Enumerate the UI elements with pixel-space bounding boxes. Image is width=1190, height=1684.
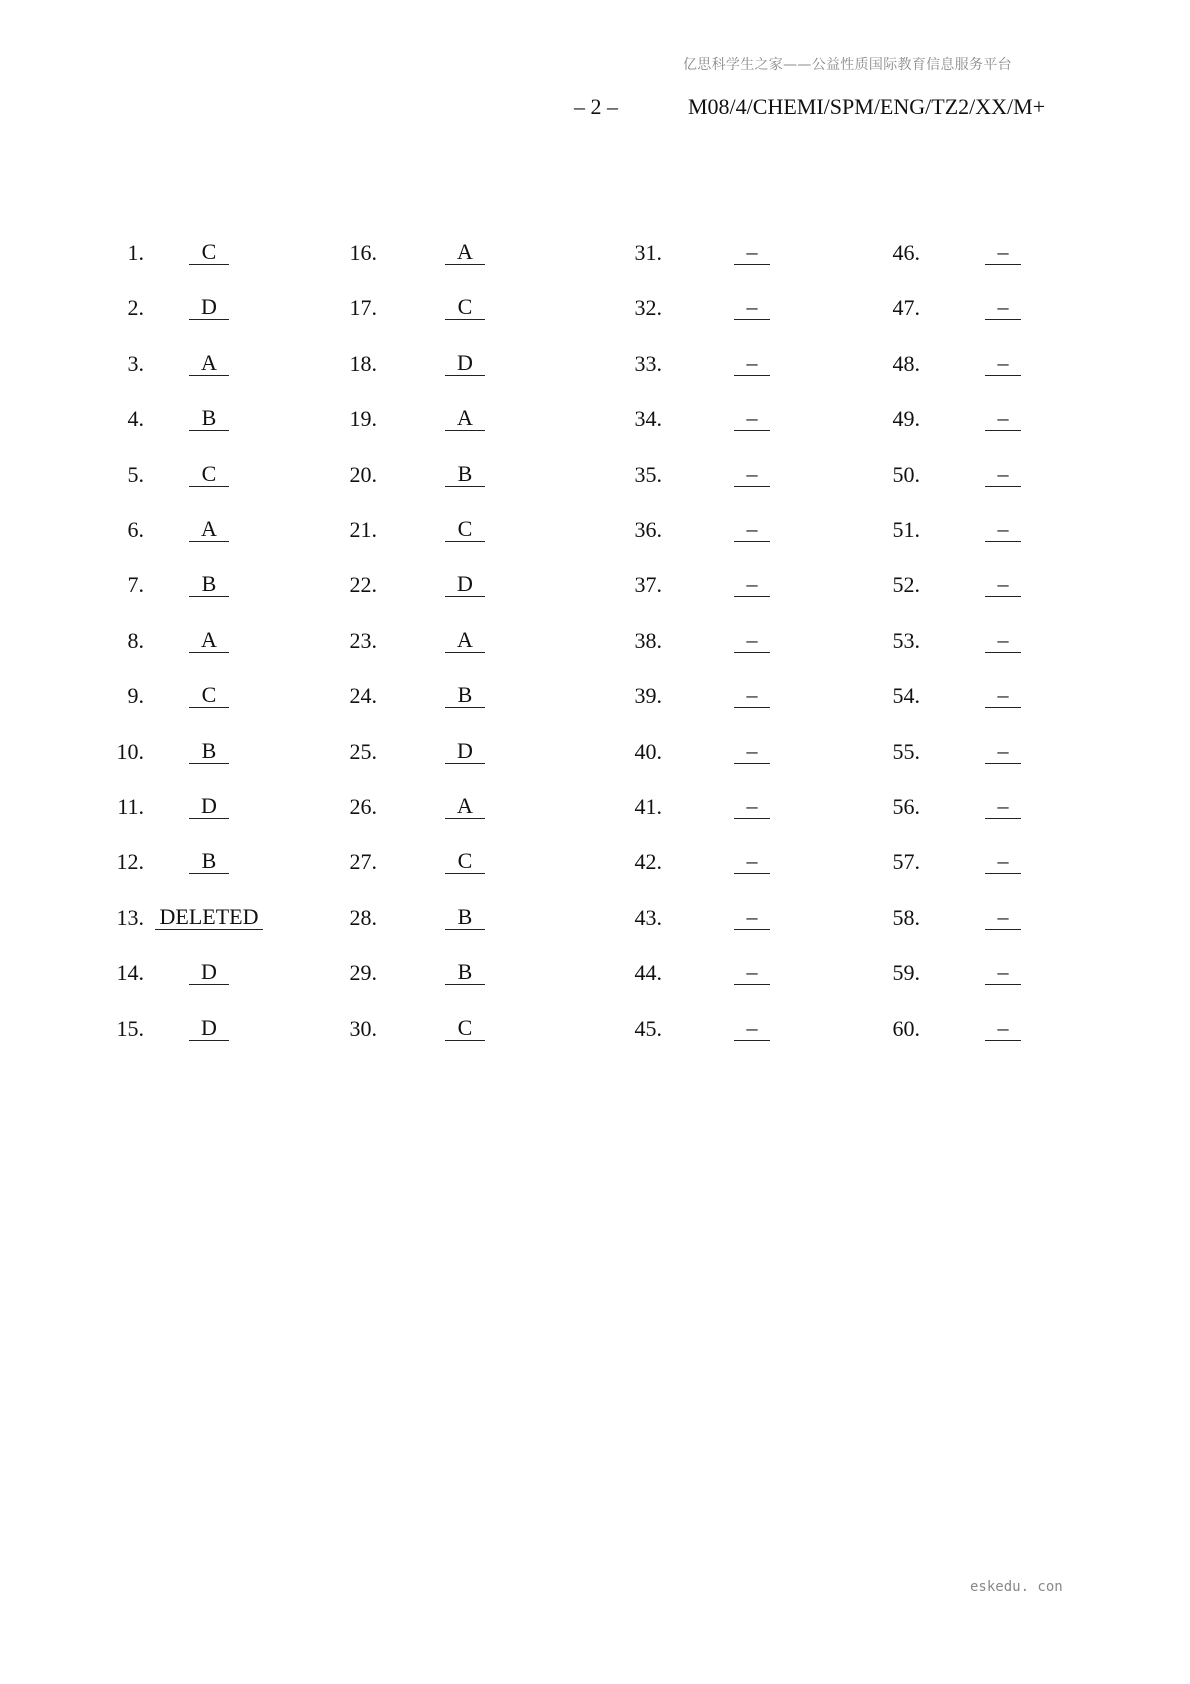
answer-key: B: [189, 849, 229, 874]
answer-key: –: [985, 960, 1021, 985]
answer-key: –: [985, 572, 1021, 597]
answer-key: –: [985, 905, 1021, 930]
answer-key: A: [445, 628, 485, 653]
question-number: 13.: [116, 904, 144, 930]
answer-key: –: [985, 295, 1021, 320]
answer-key: –: [734, 960, 770, 985]
answer-key: –: [734, 628, 770, 653]
answer-key: –: [734, 683, 770, 708]
question-number: 5.: [127, 461, 144, 487]
answer-key: A: [189, 628, 229, 653]
answer-key: D: [445, 739, 485, 764]
answer-row: [0, 406, 1190, 436]
answer-key: D: [445, 572, 485, 597]
answer-key: D: [189, 794, 229, 819]
answer-key: C: [445, 295, 485, 320]
answer-key: –: [734, 794, 770, 819]
answer-row: [0, 351, 1190, 381]
answer-key: –: [985, 794, 1021, 819]
answer-key: –: [985, 849, 1021, 874]
question-number: 39.: [634, 683, 662, 709]
question-number: 38.: [634, 627, 662, 653]
question-number: 10.: [116, 738, 144, 764]
question-number: 25.: [349, 738, 377, 764]
question-number: 43.: [634, 904, 662, 930]
answer-key: A: [445, 794, 485, 819]
question-number: 55.: [892, 738, 920, 764]
question-number: 53.: [892, 627, 920, 653]
document-code: M08/4/CHEMI/SPM/ENG/TZ2/XX/M+: [688, 94, 1046, 119]
question-number: 2.: [127, 295, 144, 321]
answer-key: –: [985, 462, 1021, 487]
answer-key: C: [445, 849, 485, 874]
answer-key: –: [985, 406, 1021, 431]
question-number: 12.: [116, 849, 144, 875]
answer-key: B: [445, 683, 485, 708]
question-number: 45.: [634, 1015, 662, 1041]
answer-key: –: [734, 517, 770, 542]
answer-key: C: [445, 517, 485, 542]
answer-key: –: [734, 240, 770, 265]
answer-key: D: [189, 960, 229, 985]
question-number: 59.: [892, 960, 920, 986]
question-number: 14.: [116, 960, 144, 986]
answer-row: [0, 739, 1190, 769]
question-number: 47.: [892, 295, 920, 321]
answer-key: –: [734, 572, 770, 597]
answer-key: –: [734, 849, 770, 874]
answer-key: –: [985, 517, 1021, 542]
watermark-text: 亿思科学生之家——公益性质国际教育信息服务平台: [683, 57, 1012, 73]
answer-row: [0, 1016, 1190, 1046]
answer-key: C: [189, 240, 229, 265]
question-number: 17.: [349, 295, 377, 321]
page-number: – 2 –: [574, 94, 618, 119]
question-number: 41.: [634, 794, 662, 819]
question-number: 11.: [117, 794, 144, 819]
answer-key: DELETED: [155, 905, 263, 930]
answer-key: –: [985, 739, 1021, 764]
question-number: 30.: [349, 1015, 377, 1041]
answer-key: –: [985, 683, 1021, 708]
question-number: 36.: [634, 517, 662, 542]
question-number: 31.: [634, 240, 662, 265]
question-number: 60.: [892, 1015, 920, 1041]
question-number: 8.: [127, 627, 144, 653]
answer-key: C: [189, 683, 229, 708]
answer-key: –: [985, 1016, 1021, 1041]
question-number: 26.: [349, 794, 377, 819]
answer-key: –: [985, 628, 1021, 653]
question-number: 49.: [892, 406, 920, 432]
answer-key: B: [189, 406, 229, 431]
question-number: 48.: [892, 350, 920, 376]
question-number: 54.: [892, 683, 920, 709]
question-number: 44.: [634, 960, 662, 986]
answer-row: [0, 683, 1190, 713]
question-number: 57.: [892, 849, 920, 875]
question-number: 21.: [349, 517, 377, 542]
answer-key: C: [189, 462, 229, 487]
question-number: 23.: [349, 627, 377, 653]
answer-key: –: [734, 739, 770, 764]
answer-key: A: [189, 517, 229, 542]
question-number: 16.: [349, 240, 377, 265]
answer-row: [0, 794, 1190, 824]
answer-row: [0, 462, 1190, 492]
question-number: 46.: [892, 240, 920, 265]
question-number: 58.: [892, 904, 920, 930]
question-number: 20.: [349, 461, 377, 487]
answer-key: –: [734, 351, 770, 376]
answer-key: A: [445, 406, 485, 431]
answer-key: B: [189, 572, 229, 597]
question-number: 1.: [127, 240, 144, 265]
answer-key: D: [189, 295, 229, 320]
answer-row: [0, 628, 1190, 658]
answer-key: A: [445, 240, 485, 265]
question-number: 40.: [634, 738, 662, 764]
question-number: 42.: [634, 849, 662, 875]
question-number: 34.: [634, 406, 662, 432]
footer-site: eskedu. con: [970, 1579, 1063, 1595]
answer-key: C: [445, 1016, 485, 1041]
question-number: 4.: [127, 406, 144, 432]
question-number: 27.: [349, 849, 377, 875]
question-number: 50.: [892, 461, 920, 487]
answer-key: B: [445, 462, 485, 487]
answer-row: [0, 572, 1190, 602]
question-number: 19.: [349, 406, 377, 432]
question-number: 33.: [634, 350, 662, 376]
answer-key: A: [189, 351, 229, 376]
answer-key: –: [734, 295, 770, 320]
question-number: 56.: [892, 794, 920, 819]
question-number: 22.: [349, 572, 377, 598]
answer-key: –: [734, 1016, 770, 1041]
answer-key: B: [445, 905, 485, 930]
answer-row: [0, 960, 1190, 990]
answer-key: B: [445, 960, 485, 985]
answer-key: –: [734, 406, 770, 431]
question-number: 37.: [634, 572, 662, 598]
question-number: 35.: [634, 461, 662, 487]
answer-key: D: [189, 1016, 229, 1041]
answer-key: –: [734, 462, 770, 487]
answer-key: –: [985, 240, 1021, 265]
answer-key: B: [189, 739, 229, 764]
question-number: 7.: [127, 572, 144, 598]
question-number: 52.: [892, 572, 920, 598]
question-number: 15.: [116, 1015, 144, 1041]
answer-key: –: [985, 351, 1021, 376]
question-number: 6.: [127, 517, 144, 542]
question-number: 3.: [127, 350, 144, 376]
question-number: 9.: [127, 683, 144, 709]
answer-row: [0, 240, 1190, 270]
answer-key: D: [445, 351, 485, 376]
answer-row: [0, 517, 1190, 547]
question-number: 28.: [349, 904, 377, 930]
answer-row: [0, 905, 1190, 935]
question-number: 32.: [634, 295, 662, 321]
question-number: 18.: [349, 350, 377, 376]
answer-key: –: [734, 905, 770, 930]
question-number: 51.: [892, 517, 920, 542]
question-number: 29.: [349, 960, 377, 986]
answer-row: [0, 295, 1190, 325]
question-number: 24.: [349, 683, 377, 709]
answer-row: [0, 849, 1190, 879]
